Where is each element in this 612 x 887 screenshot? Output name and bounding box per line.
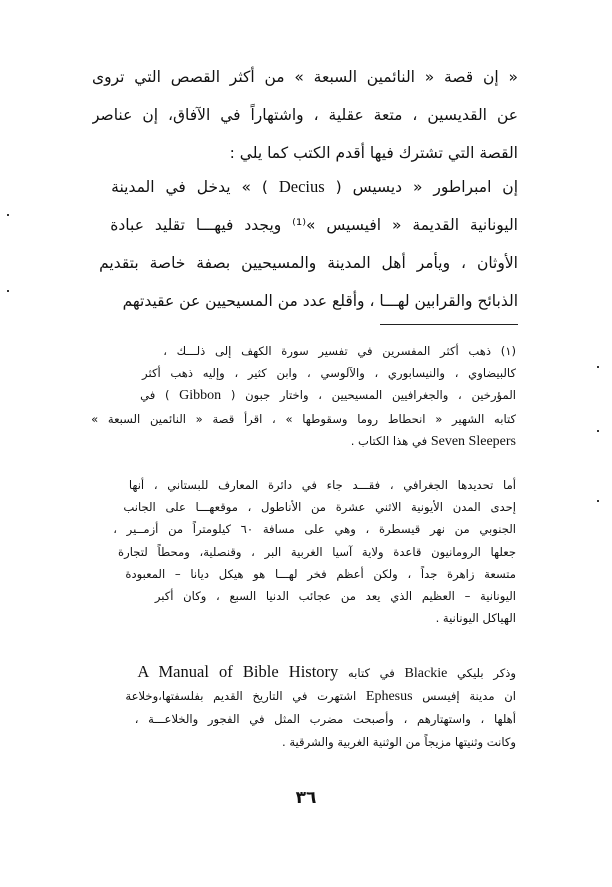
main-paragraph-2 [92, 168, 518, 320]
latin-term: Seven Sleepers [430, 433, 516, 449]
footnote-line: متسعة زاهرة جداً ، ولكن أعظم فخر لهـــا هو هيكل ديانا – المعبودة [125, 566, 516, 581]
footnote-3 [90, 661, 516, 753]
footnote-line: Seven Sleepers في هذا الكتاب . [350, 433, 516, 449]
margin-speck [597, 430, 599, 432]
footnote-line: ان مدينة إفيسس Ephesus اشتهرت في التاريخ القديم بفلسفتها،وخلاعة [125, 689, 516, 705]
latin-term: Ephesus [365, 689, 413, 705]
main-paragraph-1 [92, 58, 518, 172]
text-line: عن القديسين ، متعة عقلية ، واشتهاراً في الآفاق، إن عناصر [92, 106, 518, 124]
footnote-line: كالبيضاوي ، والنيسابوري ، والآلوسي ، وابن كثير ، وإليه ذهب أكثر [142, 366, 516, 381]
footnote-2 [90, 474, 516, 629]
text-line: الأوثان ، ويأمر أهل المدينة والمسيحيين بصفة خاصة بتقديم [99, 254, 518, 272]
text-line: القصة التي تشترك فيها أقدم الكتب كما يلي : [229, 144, 518, 162]
footnote-line: إحدى المدن الأيونية الاثني عشرة من الأناطول ، موقعهـــا على الجانب [123, 500, 516, 515]
latin-term: A Manual of Bible History [137, 662, 339, 681]
footnote-line: وذكر بليكي Blackie في كتابه A Manual of Bible History [137, 662, 516, 681]
footnote-line: الجنوبي من نهر قيسطرة ، وهي على مسافة ٦٠ كيلومتراً من أزمــير ، [113, 522, 516, 537]
margin-speck [7, 214, 9, 216]
page-number: ٣٦ [295, 788, 317, 808]
text-line: « إن قصة « النائمين السبعة » من أكثر القصص التي تروى [92, 68, 518, 86]
footnote-line: كتابه الشهير « انحطاط روما وسقوطها » ، اقرأ قصة « النائمين السبعة » [91, 411, 516, 426]
footnote-line: المؤرخين ، والجغرافيين المسيحيين ، واختار جبون ( Gibbon ) في [140, 388, 516, 404]
latin-term: Gibbon [179, 388, 222, 404]
latin-term: Blackie [404, 666, 448, 681]
footnote-line: أهلها ، واستهتارهم ، وأصبحت مضرب المثل في الفجور والخلاعـــة ، [134, 712, 516, 727]
text-line: الذبائح والقرابين لهـــا ، وأقلع عدد من المسيحيين عن عقيدتهم [122, 292, 518, 310]
footnote-1 [90, 340, 516, 453]
footnote-line: أما تحديدها الجغرافي ، فقـــد جاء في دائرة المعارف للبستاني ، أنها [128, 478, 516, 492]
footnote-separator [380, 324, 518, 325]
text-line: إن امبراطور « ديسيس ( Decius ) » يدخل في المدينة [111, 177, 518, 196]
margin-speck [597, 500, 599, 502]
footnote-line: وكانت وثنيتها مزيجاً من الوثنية الغربية والشرقية . [281, 734, 516, 749]
text-line: اليونانية القديمة « افيسيس »⁽¹⁾ ويجدد فيهـــا تقليد عبادة [110, 216, 518, 234]
footnote-line: جعلها الرومانيون قاعدة ولاية آسيا الغربية البر ، وقنصلية، ومحطاً لتجارة [118, 544, 516, 559]
margin-speck [597, 366, 599, 368]
latin-term: Decius [278, 177, 325, 196]
footnote-line: الهياكل اليونانية . [435, 611, 516, 626]
footnote-line: (١) ذهب أكثر المفسرين في تفسير سورة الكهف إلى ذلـــك ، [163, 344, 516, 358]
footnote-line: اليونانية – العظيم الذي يعد من عجائب الدنيا السبع ، وكان أكبر [154, 589, 516, 604]
margin-speck [7, 290, 9, 292]
